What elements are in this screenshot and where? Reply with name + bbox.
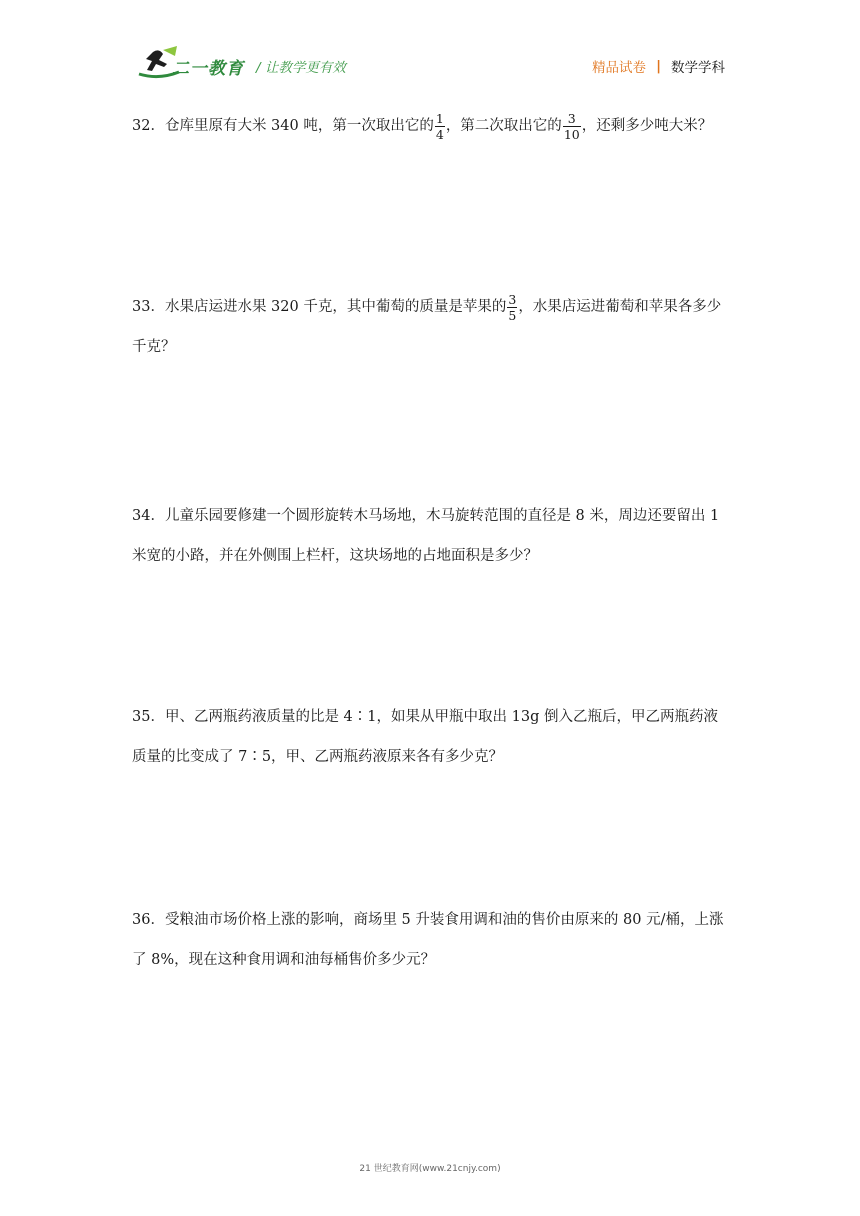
fraction: [435, 111, 445, 142]
question-line: 了 8%，现在这种食用调和油每桶售价多少元？: [132, 952, 436, 968]
question-line: 米宽的小路，并在外侧围上栏杆，这块场地的占地面积是多少？: [132, 548, 538, 564]
question-text: ，还剩多少吨大米？: [581, 118, 713, 134]
question-text: ，水果店运进葡萄和苹果各多少: [518, 299, 722, 315]
fraction-numerator: 3: [563, 111, 581, 127]
question-line: [132, 496, 732, 536]
fraction-numerator: 3: [508, 291, 517, 307]
question-34: [132, 496, 732, 576]
question-35: [132, 697, 732, 777]
question-number: 34．: [132, 508, 165, 524]
question-line: 千克？: [132, 339, 176, 355]
header-right: [592, 56, 725, 76]
question-line: [132, 287, 732, 327]
question-number: 33．: [132, 299, 165, 315]
question-text: 水果店运进水果 320 千克，其中葡萄的质量是苹果的: [164, 299, 507, 315]
question-text: 儿童乐园要修建一个圆形旋转木马场地，木马旋转范围的直径是 8 米，周边还要留出 1: [164, 508, 720, 524]
question-number: 35．: [132, 709, 165, 725]
question-33: [132, 287, 732, 367]
subject-label: 数学学科: [671, 60, 725, 76]
fraction: [563, 111, 581, 142]
fraction: [507, 292, 517, 323]
header-separator: |: [656, 58, 661, 74]
question-line: 质量的比变成了 7∶5，甲、乙两瓶药液原来各有多少克？: [132, 749, 504, 765]
quality-label: 精品试卷: [592, 60, 647, 76]
fraction-denominator: 5: [508, 307, 517, 323]
question-32: [132, 106, 732, 146]
fraction-denominator: 10: [563, 126, 580, 142]
question-line: [132, 697, 732, 737]
question-line: [132, 106, 732, 146]
page-header: [0, 0, 860, 90]
question-text: 仓库里原有大米 340 吨，第一次取出它的: [164, 118, 434, 134]
question-line: [132, 900, 732, 940]
page-footer: 21 世纪教育网(www.21cnjy.com): [359, 1164, 501, 1174]
question-36: [132, 900, 732, 980]
question-text: 甲、乙两瓶药液质量的比是 4∶1，如果从甲瓶中取出 13g 倒入乙瓶后，甲乙两瓶药液: [164, 709, 718, 725]
slogan: / 让教学更有效: [256, 60, 346, 76]
logo-text: 二一教育: [172, 59, 244, 79]
question-text: ，第二次取出它的: [445, 118, 562, 134]
question-number: 36．: [132, 912, 165, 928]
fraction-denominator: 4: [435, 126, 444, 142]
question-number: 32．: [132, 118, 165, 134]
question-text: 受粮油市场价格上涨的影响，商场里 5 升装食用调和油的售价由原来的 80 元/桶，上涨: [164, 912, 724, 928]
fraction-numerator: 1: [435, 110, 444, 126]
